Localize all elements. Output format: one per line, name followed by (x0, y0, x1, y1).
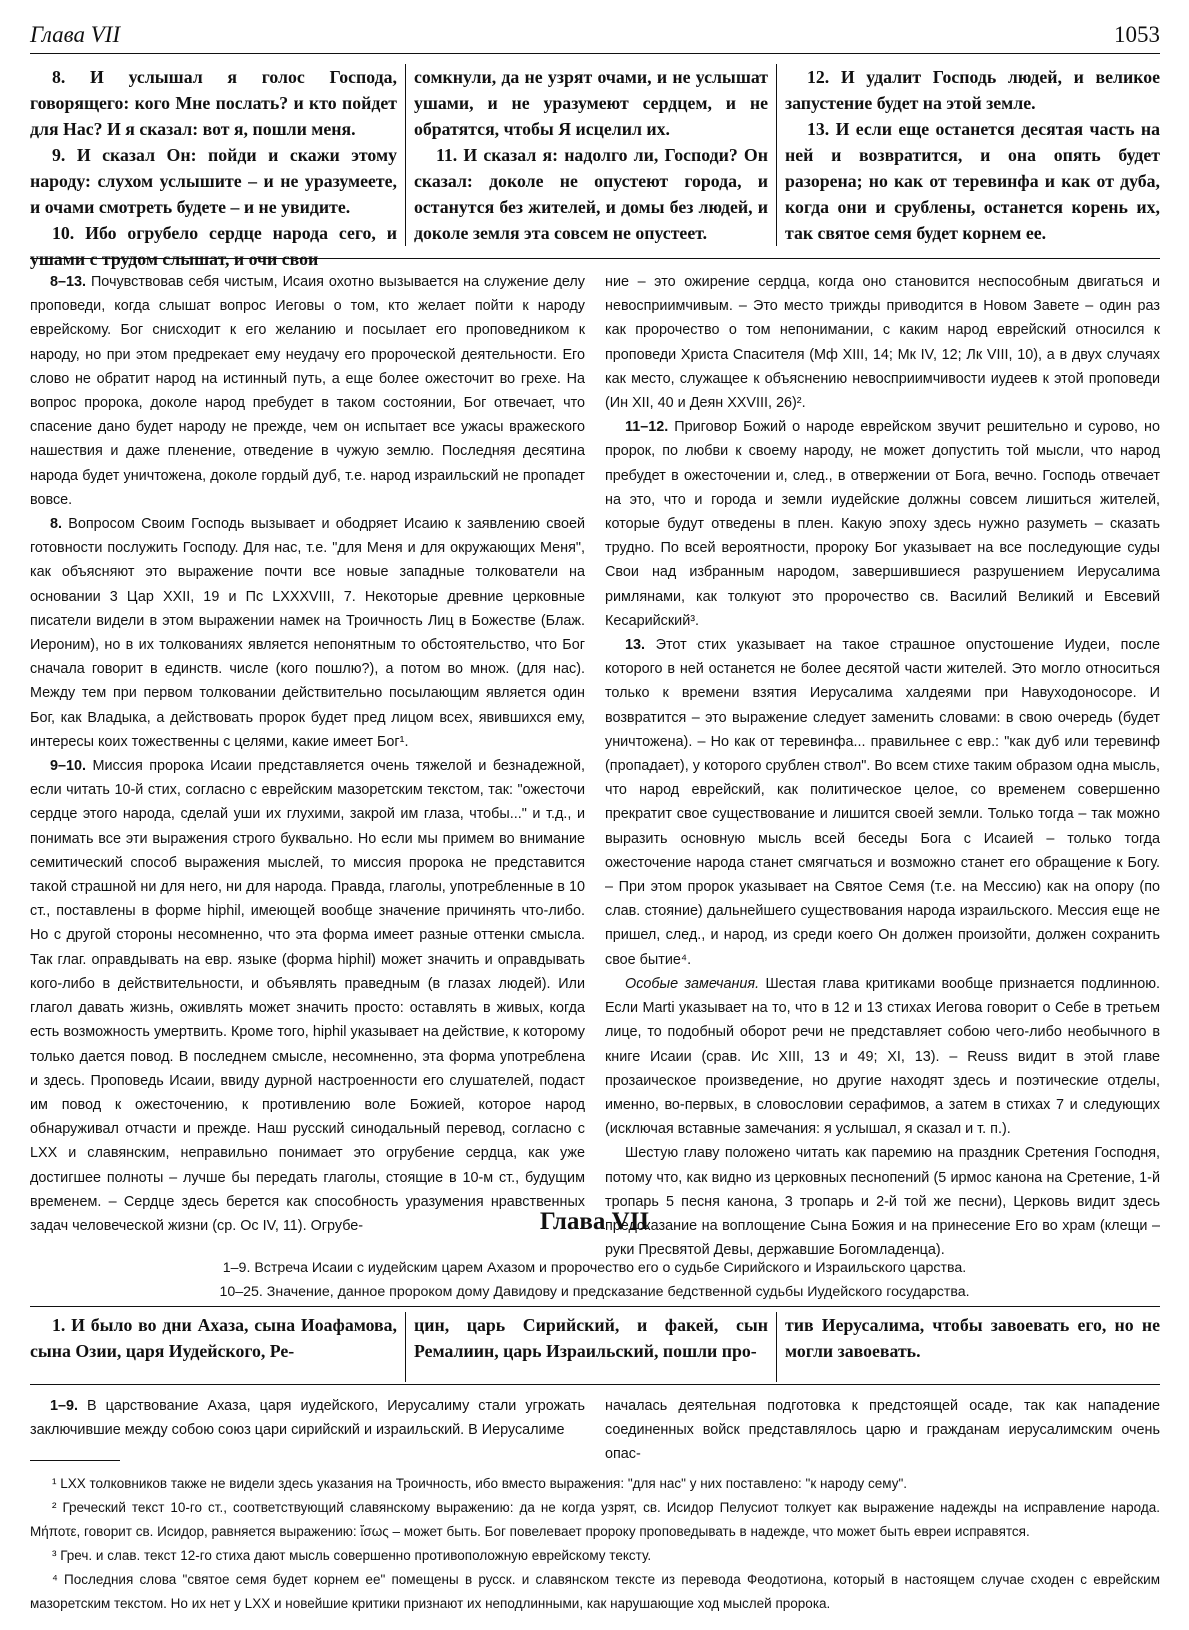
commentary-paragraph: 13. Этот стих указывает на такое страшное опустошение Иудеи, после которого в ней останется не более десятой части жителей. Это могло относиться только к времени взятия Иерусалима халдеями при Навуходоносоре. И возвратится – это выражение следует заменить словами: в свою очередь (будет уничтожена). – Но как от теревинфа... правильнее с евр.: "как дуб или теревинф (пропадает), у которого срублен ствол". Во всем стихе таким образом одна мысль, что народ еврейский, как политическое целое, со временем совершенно прекратит свое существование и лишится своей земли. Только тогда – так можно выразить основную мысль всей беседы Бога с Исаией – только тогда ожесточение народа станет смягчаться и возможно станет его обращение к Богу. – При этом пророк указывает на Святое Семя (т.е. на Мессию) как на опору (по слав. стояние) дальнейшего существования народа израильского. Мессия еще не пришел, след., и народ, из среди коего Он должен произойти, должен сохранить свое бытие⁴. (605, 637, 1160, 968)
chapter-heading: Глава VII (539, 1208, 650, 1235)
verse-1: 1. И было во дни Ахаза, сына Иоафамова, сына Озии, царя Иудейского, Ре- (30, 1315, 397, 1361)
page-header (30, 18, 1160, 54)
footnote-3: ³ Греч. и слав. текст 12-го стиха дают мысль совершенно противоположную еврейскому тексту. (52, 1548, 652, 1563)
verse-11: 11. И сказал я: надолго ли, Господи? Он сказал: доколе не опустеют города, и останутся без жителей, и домы без людей, и доколе земля эта совсем не опустеет. (414, 145, 768, 243)
scripture-column-3 (776, 64, 1160, 246)
verse-9: 9. И сказал Он: пойди и скажи этому народу: слухом услышите – и не уразумеете, и очами смотреть будете – и не увидите. (30, 145, 397, 217)
scripture-column-1 (30, 64, 405, 269)
footnotes (30, 1472, 1160, 1616)
verse-10-cont: сомкнули, да не узрят очами, и не услышат ушами, и не уразумеют сердцем, и не обратятся, чтобы Я исцелил их. (414, 67, 768, 139)
page-number: 1053 (1114, 22, 1160, 47)
scripture-column-1 (30, 1312, 405, 1382)
footnote-2: ² Греческий текст 10-го ст., соответствующий славянскому выражению: да не когда узрят, св. Исидор Пелусиот толкует как выражение надежды на исправление народа. Μήποτε, говорит св. Исидор, равняется выражению: ἴσως – может быть. Бог повелевает пророку проповедывать в надежде, что может быть евреи исправятся. (30, 1500, 1160, 1539)
verse-8: 8. И услышал я голос Господа, говорящего: кого Мне послать? и кто пойдет для Нас? И я сказал: вот я, пошли меня. (30, 67, 397, 139)
verse-10: 10. Ибо огрубело сердце народа сего, и ушами с трудом слышат, и очи свои (30, 223, 397, 269)
commentary-paragraph: 8–13. Почувствовав себя чистым, Исаия охотно вызывается на служение делу проповеди, когда слышат вопрос Иеговы о том, кто желает пойти к народу еврейскому. Бог снисходит к его желанию и посылает его проповедником к народу, но при этом предрекает ему неудачу его пророческой деятельности. Его слово не обратит народ на истинный путь, а еще более ожесточит во грехе. На вопрос пророка, доколе народ пребудет в таком состоянии, Бог отвечает, что спасение дано будет народу не прежде, чем он испытает все ужасы вражеского нашествия и даже пленение, отведение в чужую землю. Последняя десятина народа будет уничтожена, доколе гордый дуб, т.е. народ израильский не пропадет вовсе. (30, 274, 586, 508)
commentary-paragraph: Особые замечания. Шестая глава критиками вообще признается подлинною. Если Marti указывает на то, что в 12 и 13 стихах Иегова говорит о Себе в третьем лице, то подобный оборот речи не представляет собою чего-либо необычного в книге Исаии (срав. Ис XIII, 13 и 49; XI, 13). – Reuss видит в этой главе прозаическое произведение, но другие находят здесь и поэтические отделы, именно, во-первых, в словословии серафимов, а затем в стихах 7 и следующих (исключая вставные замечания: я услышал, я сказал и т. п.). (605, 975, 1161, 1138)
running-head: Глава VII (30, 22, 121, 47)
footnote-4: ⁴ Последния слова "святое семя будет корнем ее" помещены в русск. и славянском тексте из перевода Феодотиона, который в настоящем случае сходен с еврейским мазоретским текстом. Но их нет у LXX и новейшие критики признают их неподлинными, как нарушающие ход мыслей пророка. (30, 1572, 1160, 1611)
header-rule (30, 53, 1160, 54)
verse-1-cont: цин, царь Сирийский, и факей, сын Ремалиин, царь Израильский, пошли про- (414, 1315, 768, 1361)
commentary-right-column (605, 270, 1161, 1259)
commentary-paragraph: 9–10. Миссия пророка Исаии представляется очень тяжелой и безнадежной, если читать 10-й стих, согласно с еврейским мазоретским текстом, так: "ожесточи сердце этого народа, сделай уши их глухими, закрой им глаза, чтобы..." и т.д., и понимать все эти выражения строго буквально. Но если мы примем во внимание семитический способ выражения мыслей, то миссия пророка не представится такой страшной ни для него, ни для народа. Правда, глаголы, употребленные в 10 ст., поставлены в форме hiphil, имеющей вообще значение причинять что-либо. Но с другой стороны несомненно, что эта форма имеет разные оттенки смысла. Так глаг. оправдывать на евр. языке (форма hiphil) может значить и оправдывать кого-либо в действительности, и объявлять праведным (в глазах людей). Или глагол давать жизнь, оживлять может значить просто: оставлять в живых, когда есть возможность умертвить. Кроме того, hiphil указывает на действие, к которому только дается повод. В последнем смысле, несомненно, эта форма употреблена и здесь. Проповедь Исаии, ввиду дурной настроенности его слушателей, подаст им повод к ожесточению, к противлению воле Божией, которое народ обнаруживал отчасти и прежде. Наш русский синодальный перевод, согласно с LXX и славянским, неправильно понимает это огрубение сердца, как уже достигшее полноты – лучше бы передать глаголы, стоящие в 10-м ст., будущим временем. – Сердце здесь берется как способность уразумения нравственных задач человеческой жизни (ср. Ос IV, 11). Огрубе- (30, 758, 586, 1234)
chapter-summary (0, 1256, 1189, 1304)
commentary-paragraph: Шестую главу положено читать как паремию на праздник Сретения Господня, потому что, как видно из церковных песнопений (5 ирмос канона на Сретение, 1-й тропарь 5 песня канона, 3 тропарь и 2-й той же песни), Церковь видит здесь предсказание на воплощение Сына Божия и на принесение Его во храм (клещи – руки Пресвятой Девы, державшие Богомладенца). (605, 1145, 1160, 1259)
footnote-1: ¹ LXX толковников также не видели здесь указания на Троичность, ибо вместо выражения: "для нас" у них поставлено: "к народу сему". (52, 1476, 908, 1491)
commentary-paragraph: 1–9. В царствование Ахаза, царя иудейского, Иерусалиму стали угрожать заключившие между собою союз цари сирийский и израильский. В Иерусалиме (30, 1398, 586, 1439)
commentary-left-column (30, 1394, 585, 1446)
verse-13: 13. И если еще останется десятая часть на ней и возвратится, и она опять будет разорена; но как от теревинфа и как от дуба, когда они и срублены, останется корень их, так святое семя будет корнем ее. (785, 119, 1160, 243)
section-rule (30, 1384, 1160, 1385)
scripture-verse-7-1 (30, 1312, 1160, 1382)
commentary-paragraph: началась деятельная подготовка к предстоящей осаде, так как нападение соединенных войск представлялось царю и гражданам иерусалимским очень опас- (605, 1398, 1160, 1463)
commentary-left-column (30, 270, 586, 1234)
verse-1-end: тив Иерусалима, чтобы завоевать его, но не могли завоевать. (785, 1315, 1160, 1361)
verse-12: 12. И удалит Господь людей, и великое запустение будет на этой земле. (785, 67, 1160, 113)
scripture-column-2 (405, 1312, 776, 1382)
footnote-rule (30, 1460, 120, 1461)
commentary-paragraph: 11–12. Приговор Божий о народе еврейском звучит решительно и сурово, но пророк, по любви к своему народу, не может допустить той мысли, что народ пребудет в ожесточении и, след., в отвержении от Бога, вечно. Господь отвечает на это, что и города и земли иудейские должны совсем лишиться жителей, которые будут отведены в плен. Какую эпоху здесь нужно разуметь – сказать трудно. По всей вероятности, пророку Бог указывает на все последующие суды Свои над избранным народом, завершившиеся разрушением Иерусалима римлянами, как толкуют это пророчество св. Василий Великий и Евсевий Кесарийский³. (605, 419, 1161, 629)
commentary-right-column (605, 1394, 1160, 1463)
commentary-paragraph: ние – это ожирение сердца, когда оно становится неспособным двигаться и невосприимчивым. – Это место трижды приводится в Новом Завете – один раз как пророчество о том непонимании, с каким народ еврейский относился к проповеди Христа Спасителя (Мф XIII, 14; Мк IV, 12; Лк VIII, 10), а в двух случаях как место, служащее к объяснению невосприимчивости иудеев к этой проповеди (Ин XII, 40 и Деян XXVIII, 26)². (605, 274, 1160, 412)
summary-line-2: 10–25. Значение, данное пророком дому Давидову и предсказание бедственной судьбы Иудейского государства. (219, 1284, 970, 1300)
commentary-paragraph: 8. Вопросом Своим Господь вызывает и ободряет Исаию к заявлению своей готовности послужить Господу. Для нас, т.е. "для Меня и для окружающих Меня", как объясняют это выражение почти все новые западные толкователи на основании 3 Цар XXII, 19 и Пс LXXXVIII, 7. Некоторые древние церковные писатели видели в этом выражении намек на Троичность Лиц в Божестве (Блаж. Иероним), но в их толкованиях является непонятным то обстоятельство, что Бог сначала говорит в единств. числе (кого пошлю?), а потом во множ. (для нас). Между тем при первом толковании действительно посылающим является один Бог, как Владыка, а действовать пророк будет пред лицом всех, явившихся ему, интересы коих тожественны с целями, какие имеет Бог¹. (30, 516, 585, 750)
scripture-column-2 (405, 64, 776, 246)
scripture-column-3 (776, 1312, 1160, 1382)
summary-line-1: 1–9. Встреча Исаии с иудейским царем Ахазом и пророчество его о судьбе Сирийского и Израильского царства. (222, 1260, 967, 1276)
section-rule (30, 258, 1160, 259)
scripture-verses-6-8-13 (30, 64, 1160, 269)
commentary-7-1-9 (30, 1394, 1160, 1463)
section-rule (30, 1306, 1160, 1307)
